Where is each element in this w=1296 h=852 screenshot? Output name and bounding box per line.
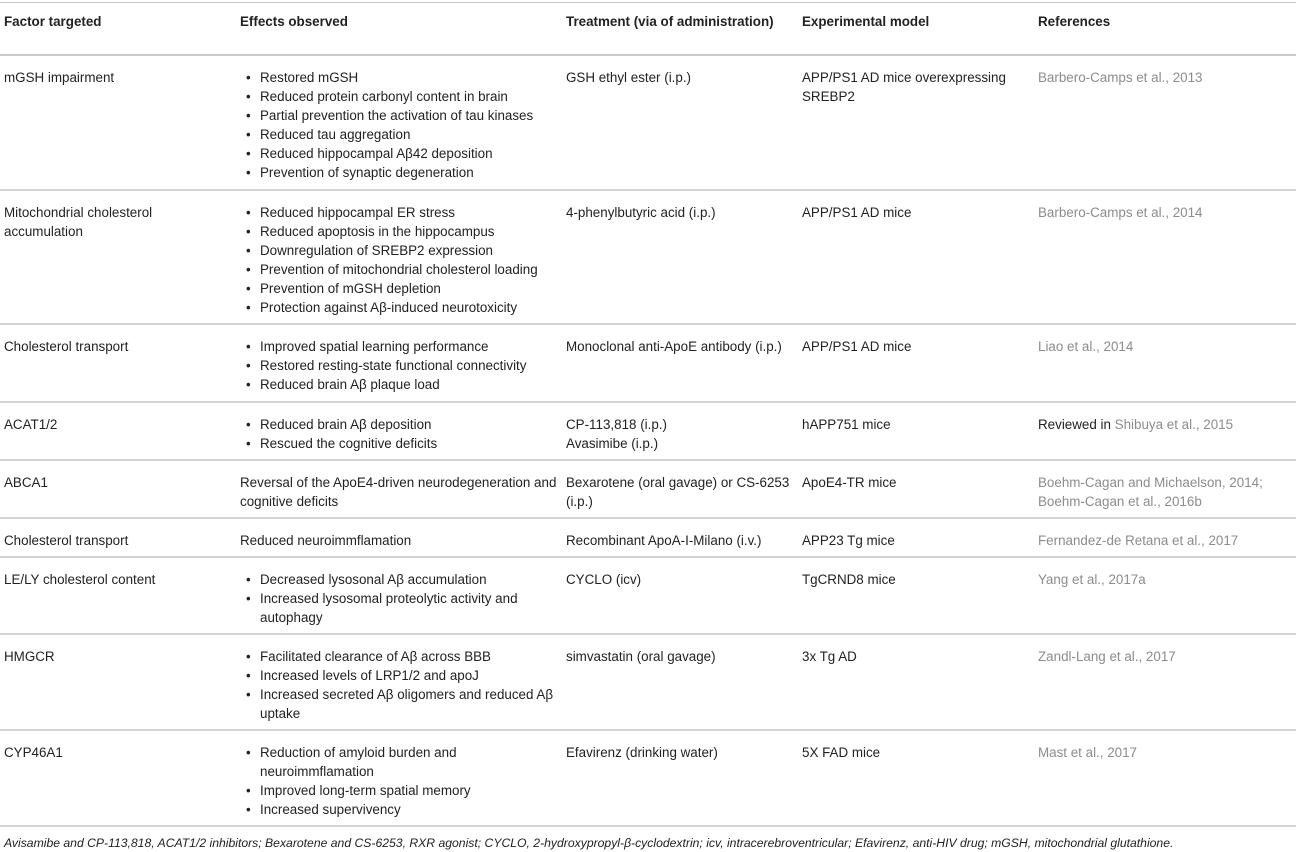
table-body <box>0 55 1296 826</box>
effect-item: • Reduced brain Aβ deposition <box>260 415 558 434</box>
table-row <box>0 557 1296 634</box>
reference-prefix: Reviewed in <box>1038 416 1115 432</box>
factor-cell: CYP46A1 <box>0 730 236 826</box>
model-cell: APP/PS1 AD mice <box>798 190 1034 324</box>
table-row <box>0 190 1296 324</box>
factor-cell: Cholesterol transport <box>0 518 236 557</box>
effects-list <box>240 203 558 317</box>
effects-cell: Reversal of the ApoE4-driven neurodegeneration and cognitive deficits <box>236 460 562 518</box>
effect-item: • Increased supervivency <box>260 800 558 819</box>
model-cell: APP23 Tg mice <box>798 518 1034 557</box>
effect-item: • Reduced apoptosis in the hippocampus <box>260 222 558 241</box>
treatment-cell: CP-113,818 (i.p.) Avasimibe (i.p.) <box>562 402 798 460</box>
effects-cell <box>236 730 562 826</box>
column-header-model: Experimental model <box>798 3 1034 55</box>
table-row <box>0 402 1296 460</box>
effect-item: • Facilitated clearance of Aβ across BBB <box>260 647 558 666</box>
effect-item: • Improved spatial learning performance <box>260 337 558 356</box>
effect-item: • Restored resting-state functional connectivity <box>260 356 558 375</box>
effects-cell: Reduced neuroimmflamation <box>236 518 562 557</box>
column-header-factor: Factor targeted <box>0 3 236 55</box>
effect-item: • Prevention of mGSH depletion <box>260 279 558 298</box>
header-row <box>0 3 1296 55</box>
column-header-references: References <box>1034 3 1296 55</box>
table-row <box>0 634 1296 730</box>
effect-item: • Reduced hippocampal Aβ42 deposition <box>260 144 558 163</box>
factor-cell: ABCA1 <box>0 460 236 518</box>
reference-link[interactable]: Mast et al., 2017 <box>1038 744 1137 760</box>
table-footnote: Avisamibe and CP-113,818, ACAT1/2 inhibitors; Bexarotene and CS-6253, RXR agonist; CYCLO, 2-hydroxypropyl-β-cyclodextrin; icv, intracerebroventricular; Efavirenz, anti-HIV drug; mGSH, mitochondrial glutathione. <box>4 836 1174 850</box>
effects-list <box>240 647 558 723</box>
factor-cell: Cholesterol transport <box>0 324 236 402</box>
effects-cell <box>236 55 562 190</box>
treatment-cell: Recombinant ApoA-I-Milano (i.v.) <box>562 518 798 557</box>
effects-list <box>240 337 558 394</box>
column-header-treatment: Treatment (via of administration) <box>562 3 798 55</box>
effect-item: • Increased lysosomal proteolytic activity and autophagy <box>260 589 558 627</box>
factor-cell: ACAT1/2 <box>0 402 236 460</box>
effect-item: • Reduced tau aggregation <box>260 125 558 144</box>
model-cell: hAPP751 mice <box>798 402 1034 460</box>
table-row <box>0 518 1296 557</box>
factor-cell: mGSH impairment <box>0 55 236 190</box>
reference-cell <box>1034 557 1296 634</box>
effect-item: • Protection against Aβ-induced neurotoxicity <box>260 298 558 317</box>
model-cell: TgCRND8 mice <box>798 557 1034 634</box>
data-table <box>0 2 1296 827</box>
effects-list <box>240 415 558 453</box>
effect-item: • Rescued the cognitive deficits <box>260 434 558 453</box>
table-row <box>0 460 1296 518</box>
treatment-cell: Efavirenz (drinking water) <box>562 730 798 826</box>
table-row <box>0 324 1296 402</box>
effect-item: • Reduced brain Aβ plaque load <box>260 375 558 394</box>
effects-list <box>240 570 558 627</box>
treatment-cell: Bexarotene (oral gavage) or CS-6253 (i.p.) <box>562 460 798 518</box>
treatment-cell: 4-phenylbutyric acid (i.p.) <box>562 190 798 324</box>
effect-item: • Reduced protein carbonyl content in brain <box>260 87 558 106</box>
model-cell: 5X FAD mice <box>798 730 1034 826</box>
model-cell: APP/PS1 AD mice <box>798 324 1034 402</box>
reference-cell <box>1034 634 1296 730</box>
reference-link[interactable]: Barbero-Camps et al., 2014 <box>1038 204 1203 220</box>
reference-link[interactable]: Barbero-Camps et al., 2013 <box>1038 69 1203 85</box>
reference-cell <box>1034 402 1296 460</box>
reference-cell <box>1034 518 1296 557</box>
reference-link[interactable]: Boehm-Cagan and Michaelson, 2014; Boehm-Cagan et al., 2016b <box>1038 474 1263 509</box>
effect-item: • Increased levels of LRP1/2 and apoJ <box>260 666 558 685</box>
factor-cell: HMGCR <box>0 634 236 730</box>
table-row <box>0 730 1296 826</box>
effect-item: • Improved long-term spatial memory <box>260 781 558 800</box>
factor-cell: LE/LY cholesterol content <box>0 557 236 634</box>
effect-item: • Partial prevention the activation of tau kinases <box>260 106 558 125</box>
effects-cell <box>236 557 562 634</box>
reference-link[interactable]: Zandl-Lang et al., 2017 <box>1038 648 1176 664</box>
effect-item: • Restored mGSH <box>260 68 558 87</box>
effects-cell <box>236 324 562 402</box>
table-row <box>0 55 1296 190</box>
reference-link[interactable]: Liao et al., 2014 <box>1038 338 1134 354</box>
model-cell: 3x Tg AD <box>798 634 1034 730</box>
treatment-cell: Monoclonal anti-ApoE antibody (i.p.) <box>562 324 798 402</box>
treatment-cell: GSH ethyl ester (i.p.) <box>562 55 798 190</box>
effects-cell <box>236 634 562 730</box>
column-header-effects: Effects observed <box>236 3 562 55</box>
reference-cell <box>1034 460 1296 518</box>
effect-item: • Prevention of mitochondrial cholesterol loading <box>260 260 558 279</box>
reference-cell <box>1034 190 1296 324</box>
factor-cell: Mitochondrial cholesterol accumulation <box>0 190 236 324</box>
effect-item: • Reduction of amyloid burden and neuroimmflamation <box>260 743 558 781</box>
reference-cell <box>1034 324 1296 402</box>
reference-cell <box>1034 730 1296 826</box>
reference-cell <box>1034 55 1296 190</box>
effects-cell <box>236 190 562 324</box>
model-cell: APP/PS1 AD mice overexpressing SREBP2 <box>798 55 1034 190</box>
reference-link[interactable]: Yang et al., 2017a <box>1038 571 1146 587</box>
reference-link[interactable]: Shibuya et al., 2015 <box>1114 416 1234 432</box>
effects-list <box>240 68 558 182</box>
effect-item: • Decreased lysosonal Aβ accumulation <box>260 570 558 589</box>
effect-item: • Increased secreted Aβ oligomers and reduced Aβ uptake <box>260 685 558 723</box>
treatment-cell: CYCLO (icv) <box>562 557 798 634</box>
effect-item: • Prevention of synaptic degeneration <box>260 163 558 182</box>
effects-cell <box>236 402 562 460</box>
effects-list <box>240 743 558 819</box>
effect-item: • Downregulation of SREBP2 expression <box>260 241 558 260</box>
treatment-cell: simvastatin (oral gavage) <box>562 634 798 730</box>
model-cell: ApoE4-TR mice <box>798 460 1034 518</box>
reference-link[interactable]: Fernandez-de Retana et al., 2017 <box>1038 532 1239 548</box>
effect-item: • Reduced hippocampal ER stress <box>260 203 558 222</box>
